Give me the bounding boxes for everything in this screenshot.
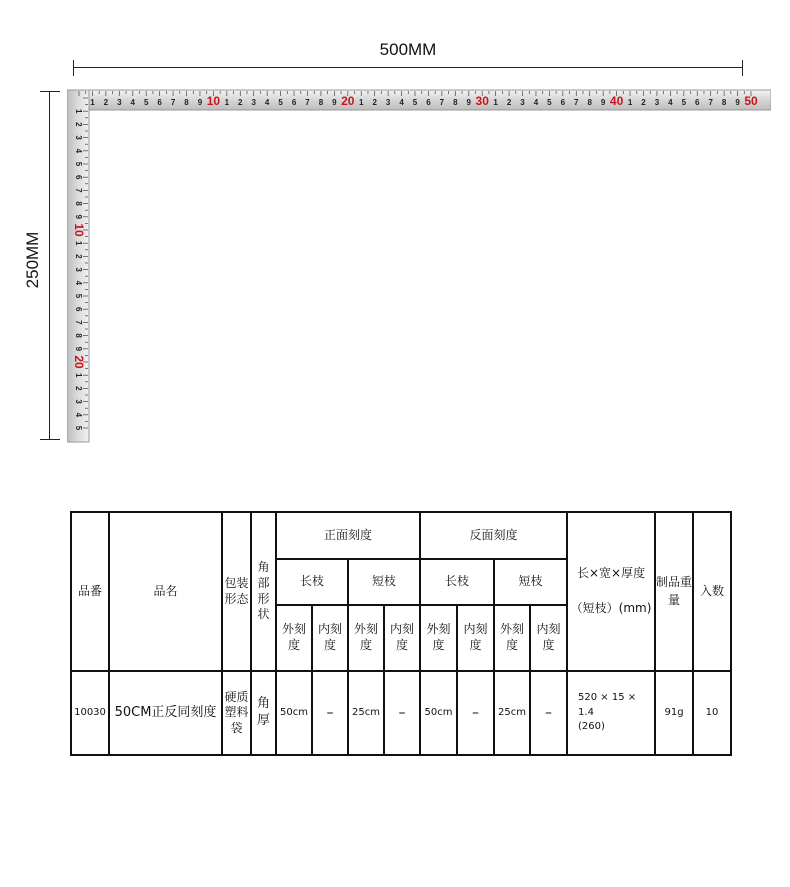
cell-weight: 91g <box>655 671 693 755</box>
header-weight: 制品重量 <box>655 512 693 671</box>
cell-front-long-inner: – <box>312 671 348 755</box>
long-arm-major-label: 10 <box>206 94 221 108</box>
cell-back-short-inner: – <box>530 671 567 755</box>
steel-square-ruler <box>67 88 771 444</box>
header-item-name: 品名 <box>109 512 222 671</box>
height-dimension-tick-top <box>40 91 60 92</box>
long-arm-digit: 6 <box>695 98 700 107</box>
header-packaging: 包装形态 <box>222 512 251 671</box>
short-arm-digit: 4 <box>73 412 83 418</box>
short-arm-digit: 5 <box>73 425 83 431</box>
header-back-short-arm: 短枝 <box>494 559 567 605</box>
cell-size-line2: (260) <box>578 721 605 733</box>
long-arm-digit: 9 <box>735 98 740 107</box>
long-arm-digit: 8 <box>318 98 324 107</box>
long-arm-major-label: 20 <box>341 94 355 108</box>
cell-size <box>567 671 655 755</box>
long-arm-digit: 3 <box>520 98 525 107</box>
long-arm-digit: 7 <box>574 98 579 107</box>
long-arm-digit: 7 <box>439 98 445 107</box>
short-arm-digit: 1 <box>73 372 83 378</box>
short-arm-digit: 6 <box>73 306 83 312</box>
cell-item-name: 50CM正反同刻度 <box>109 671 222 755</box>
header-front-scale: 正面刻度 <box>276 512 420 559</box>
long-arm-digit: 8 <box>453 98 458 107</box>
cell-back-long-outer: 50cm <box>420 671 457 755</box>
short-arm-digit: 2 <box>73 254 83 259</box>
short-arm-major-label: 10 <box>71 223 86 237</box>
header-back-short-outer: 外刻度 <box>494 605 530 671</box>
header-quantity: 入数 <box>693 512 731 671</box>
cell-front-short-inner: – <box>384 671 420 755</box>
long-arm-digit: 6 <box>560 98 566 107</box>
short-arm-digit: 1 <box>73 240 83 246</box>
long-arm-major-label: 50 <box>744 94 758 108</box>
long-arm-digit: 8 <box>587 98 592 107</box>
short-arm-digit: 3 <box>73 267 83 272</box>
long-arm-digit: 3 <box>251 98 256 107</box>
long-arm-digit: 4 <box>668 98 673 107</box>
header-back-scale: 反面刻度 <box>420 512 567 559</box>
table-row <box>71 671 731 755</box>
short-arm-digit: 8 <box>73 201 83 206</box>
long-arm-digit: 2 <box>238 98 243 107</box>
spec-table <box>70 511 732 756</box>
header-front-short-outer: 外刻度 <box>348 605 384 671</box>
header-front-long-outer: 外刻度 <box>276 605 312 671</box>
height-dimension-line <box>49 91 50 439</box>
cell-front-short-outer: 25cm <box>348 671 384 755</box>
header-size <box>567 512 655 671</box>
short-arm-digit: 1 <box>73 108 83 114</box>
short-arm-digit: 2 <box>73 386 83 391</box>
header-front-short-inner: 内刻度 <box>384 605 420 671</box>
short-arm-digit: 4 <box>73 148 83 154</box>
long-arm-digit: 7 <box>708 98 713 107</box>
width-dimension-tick-right <box>742 60 743 76</box>
long-arm-digit: 5 <box>681 98 687 107</box>
cell-back-short-outer: 25cm <box>494 671 530 755</box>
long-arm-digit: 3 <box>654 98 660 107</box>
short-arm-digit: 2 <box>73 122 83 127</box>
long-arm-digit: 2 <box>372 98 377 107</box>
long-arm-digit: 8 <box>721 98 727 107</box>
short-arm-digit: 9 <box>73 214 83 220</box>
cell-back-long-inner: – <box>457 671 494 755</box>
long-arm-digit: 9 <box>600 98 606 107</box>
long-arm-major-label: 30 <box>475 94 489 108</box>
long-arm-digit: 5 <box>412 98 418 107</box>
long-arm-digit: 9 <box>197 98 203 107</box>
cell-packaging: 硬质塑料袋 <box>222 671 251 755</box>
short-arm-major-label: 20 <box>71 355 86 369</box>
long-arm-digit: 1 <box>493 98 498 107</box>
short-arm-digit: 3 <box>73 135 83 140</box>
short-arm-digit: 6 <box>73 174 83 180</box>
short-arm-digit: 5 <box>73 293 83 299</box>
long-arm-digit: 6 <box>291 98 297 107</box>
short-arm-digit: 4 <box>73 280 83 286</box>
long-arm-digit: 3 <box>385 98 391 107</box>
long-arm-digit: 1 <box>359 98 364 107</box>
header-item-no: 品番 <box>71 512 109 671</box>
short-arm-digit: 7 <box>73 320 83 325</box>
long-arm-digit: 5 <box>278 98 283 107</box>
header-size-line1: 长×宽×厚度 <box>576 566 646 581</box>
long-arm-major-label: 40 <box>609 94 624 108</box>
header-front-long-inner: 内刻度 <box>312 605 348 671</box>
long-arm-digit: 7 <box>170 98 176 107</box>
header-corner-shape: 角部形状 <box>251 512 276 671</box>
long-arm-digit: 4 <box>399 98 404 107</box>
long-arm-digit: 5 <box>143 98 149 107</box>
long-arm-digit: 1 <box>627 98 633 107</box>
width-dimension-label: 500MM <box>379 40 437 59</box>
long-arm-digit: 2 <box>103 98 109 107</box>
long-arm-digit: 4 <box>533 98 539 107</box>
short-arm-digit: 9 <box>73 346 83 352</box>
header-front-long-arm: 长枝 <box>276 559 348 605</box>
long-arm-digit: 2 <box>506 98 512 107</box>
long-arm-digit: 7 <box>305 98 310 107</box>
cell-quantity: 10 <box>693 671 731 755</box>
height-dimension-label: 250MM <box>23 231 42 289</box>
short-arm-digit: 5 <box>73 161 83 167</box>
short-arm-digit: 7 <box>73 188 83 193</box>
cell-corner-shape: 角厚 <box>251 671 276 755</box>
cell-front-long-outer: 50cm <box>276 671 312 755</box>
long-arm-digit: 4 <box>264 98 270 107</box>
header-back-long-outer: 外刻度 <box>420 605 457 671</box>
long-arm-digit: 9 <box>332 98 337 107</box>
header-front-short-arm: 短枝 <box>348 559 420 605</box>
long-arm-digit: 2 <box>641 98 646 107</box>
long-arm-digit: 5 <box>547 98 552 107</box>
height-dimension-tick-bottom <box>40 439 60 440</box>
width-dimension-line <box>73 67 743 68</box>
width-dimension-tick-left <box>73 60 74 76</box>
long-arm-digit: 1 <box>90 98 95 107</box>
header-back-long-inner: 内刻度 <box>457 605 494 671</box>
long-arm-digit: 6 <box>157 98 162 107</box>
cell-size-line1: 520 × 15 × 1.4 <box>578 692 637 718</box>
long-arm-digit: 9 <box>466 98 471 107</box>
long-arm-digit: 4 <box>130 98 135 107</box>
cell-item-no: 10030 <box>71 671 109 755</box>
long-arm-digit: 6 <box>426 98 431 107</box>
short-arm-digit: 8 <box>73 333 83 338</box>
long-arm-digit: 8 <box>184 98 189 107</box>
long-arm-digit: 3 <box>117 98 122 107</box>
header-back-long-arm: 长枝 <box>420 559 494 605</box>
short-arm-digit: 3 <box>73 399 83 404</box>
header-back-short-inner: 内刻度 <box>530 605 567 671</box>
long-arm-digit: 1 <box>224 98 230 107</box>
header-size-line2: （短枝）(mm) <box>570 601 652 616</box>
